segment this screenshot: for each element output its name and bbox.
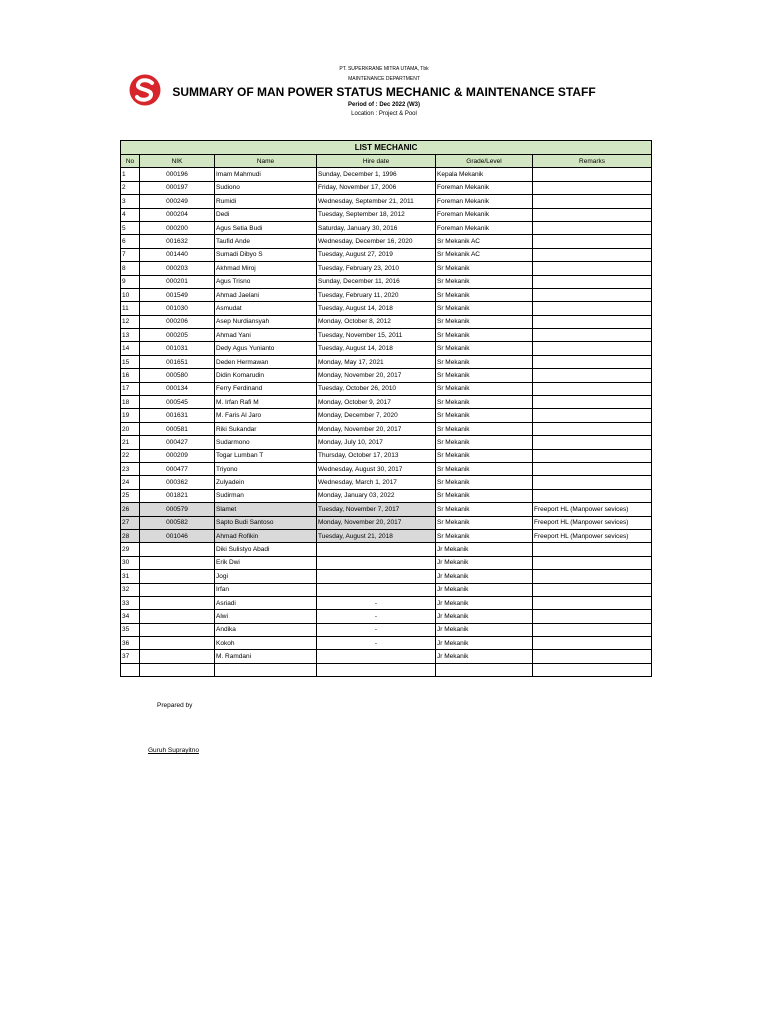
cell-hire-date: Tuesday, February 23, 2010 <box>317 262 436 275</box>
cell-name: M. Faris Al Jaro <box>215 409 317 422</box>
cell-remarks <box>533 382 652 395</box>
cell-grade: Jr Mekanik <box>436 543 533 556</box>
location-label: Location : Project & Pool <box>351 111 417 117</box>
cell-hire-date: Wednesday, December 16, 2020 <box>317 235 436 248</box>
cell-no: 22 <box>121 449 140 462</box>
cell-grade: Sr Mekanik <box>436 262 533 275</box>
cell-remarks <box>533 221 652 234</box>
table-row-empty <box>121 663 652 676</box>
cell-name: Andika <box>215 623 317 636</box>
cell-name: Ahmad Jaelani <box>215 288 317 301</box>
cell-grade: Sr Mekanik <box>436 449 533 462</box>
column-header-grade: Grade/Level <box>436 155 533 168</box>
cell-nik: 000206 <box>140 315 215 328</box>
cell-name: Akhmad Miroj <box>215 262 317 275</box>
table-row <box>121 543 652 556</box>
cell-hire-date: Tuesday, November 7, 2017 <box>317 503 436 516</box>
table-row <box>121 570 652 583</box>
cell-remarks <box>533 543 652 556</box>
table-row <box>121 623 652 636</box>
cell-name: Imam Mahmudi <box>215 168 317 181</box>
cell-remarks <box>533 436 652 449</box>
cell-grade: Jr Mekanik <box>436 637 533 650</box>
table-title: LIST MECHANIC <box>121 141 652 155</box>
cell-remarks <box>533 489 652 502</box>
cell-name: Asriadi <box>215 596 317 609</box>
cell-grade: Sr Mekanik <box>436 369 533 382</box>
cell-grade: Foreman Mekanik <box>436 208 533 221</box>
cell-remarks <box>533 355 652 368</box>
table-row <box>121 462 652 475</box>
cell-nik <box>140 570 215 583</box>
table-row <box>121 329 652 342</box>
cell-no: 36 <box>121 637 140 650</box>
cell-hire-date: Sunday, December 1, 1996 <box>317 168 436 181</box>
cell-no: 9 <box>121 275 140 288</box>
cell-name: Irfan <box>215 583 317 596</box>
cell-grade: Foreman Mekanik <box>436 195 533 208</box>
cell-nik: 001632 <box>140 235 215 248</box>
cell-grade: Jr Mekanik <box>436 623 533 636</box>
cell-nik: 001549 <box>140 288 215 301</box>
cell-remarks: Freeport HL (Manpower sevices) <box>533 529 652 542</box>
cell-name: Dedi <box>215 208 317 221</box>
table-row <box>121 422 652 435</box>
cell-nik: 001821 <box>140 489 215 502</box>
cell-grade: Jr Mekanik <box>436 570 533 583</box>
cell-hire-date: - <box>317 623 436 636</box>
cell-no: 8 <box>121 262 140 275</box>
cell-name: Sudarmono <box>215 436 317 449</box>
cell-hire-date: Saturday, January 30, 2016 <box>317 221 436 234</box>
table-row <box>121 315 652 328</box>
cell-no: 35 <box>121 623 140 636</box>
cell-name: Alwi <box>215 610 317 623</box>
cell-nik: 000209 <box>140 449 215 462</box>
cell-nik: 001440 <box>140 248 215 261</box>
table-row <box>121 583 652 596</box>
cell-grade: Sr Mekanik AC <box>436 235 533 248</box>
cell-nik: 000205 <box>140 329 215 342</box>
table-row <box>121 449 652 462</box>
table-row <box>121 355 652 368</box>
cell-nik: 000201 <box>140 275 215 288</box>
cell-grade: Sr Mekanik <box>436 355 533 368</box>
cell-grade: Sr Mekanik <box>436 462 533 475</box>
cell-empty <box>215 663 317 676</box>
cell-hire-date: Tuesday, February 11, 2020 <box>317 288 436 301</box>
cell-name: Riki Sukandar <box>215 422 317 435</box>
cell-name: Sudiono <box>215 181 317 194</box>
table-row <box>121 342 652 355</box>
cell-remarks <box>533 650 652 663</box>
cell-grade: Kepala Mekanik <box>436 168 533 181</box>
signer-name: Guruh Suprayitno <box>148 747 199 754</box>
cell-hire-date: Monday, October 8, 2012 <box>317 315 436 328</box>
cell-name: Erik Dwi <box>215 556 317 569</box>
cell-no: 11 <box>121 302 140 315</box>
table-row <box>121 208 652 221</box>
cell-grade: Sr Mekanik <box>436 302 533 315</box>
cell-remarks: Freeport HL (Manpower sevices) <box>533 503 652 516</box>
cell-remarks <box>533 637 652 650</box>
table-row <box>121 396 652 409</box>
cell-remarks <box>533 288 652 301</box>
cell-nik: 000197 <box>140 181 215 194</box>
company-name: PT. SUPERKRANE MITRA UTAMA, Tbk <box>339 66 429 72</box>
cell-hire-date: Tuesday, August 27, 2019 <box>317 248 436 261</box>
page-title: SUMMARY OF MAN POWER STATUS MECHANIC & MAINTENANCE STAFF <box>172 85 596 99</box>
cell-no: 14 <box>121 342 140 355</box>
cell-remarks <box>533 409 652 422</box>
cell-name: Ferry Ferdinand <box>215 382 317 395</box>
cell-empty <box>533 663 652 676</box>
cell-nik <box>140 556 215 569</box>
column-header-hire-date: Hire date <box>317 155 436 168</box>
cell-grade: Sr Mekanik <box>436 315 533 328</box>
cell-remarks <box>533 208 652 221</box>
cell-grade: Sr Mekanik <box>436 436 533 449</box>
cell-hire-date: Monday, November 20, 2017 <box>317 516 436 529</box>
cell-empty <box>140 663 215 676</box>
table-row <box>121 556 652 569</box>
cell-remarks <box>533 181 652 194</box>
cell-nik <box>140 543 215 556</box>
table-row <box>121 369 652 382</box>
cell-hire-date: Tuesday, October 26, 2010 <box>317 382 436 395</box>
cell-no: 21 <box>121 436 140 449</box>
cell-hire-date <box>317 543 436 556</box>
cell-name: Jogi <box>215 570 317 583</box>
cell-no: 33 <box>121 596 140 609</box>
cell-name: Ahmad Rofikin <box>215 529 317 542</box>
cell-grade: Sr Mekanik <box>436 489 533 502</box>
cell-no: 5 <box>121 221 140 234</box>
table-row <box>121 436 652 449</box>
cell-nik: 000545 <box>140 396 215 409</box>
cell-hire-date: Monday, November 20, 2017 <box>317 422 436 435</box>
cell-no: 30 <box>121 556 140 569</box>
cell-hire-date <box>317 583 436 596</box>
cell-nik: 001031 <box>140 342 215 355</box>
cell-nik: 001030 <box>140 302 215 315</box>
cell-no: 3 <box>121 195 140 208</box>
cell-hire-date: - <box>317 596 436 609</box>
cell-remarks <box>533 275 652 288</box>
cell-grade: Foreman Mekanik <box>436 221 533 234</box>
table-row <box>121 596 652 609</box>
cell-hire-date: Sunday, December 11, 2016 <box>317 275 436 288</box>
cell-empty <box>121 663 140 676</box>
cell-nik: 001046 <box>140 529 215 542</box>
cell-no: 13 <box>121 329 140 342</box>
cell-remarks <box>533 235 652 248</box>
table-row <box>121 181 652 194</box>
cell-no: 28 <box>121 529 140 542</box>
cell-grade: Sr Mekanik <box>436 382 533 395</box>
table-row <box>121 382 652 395</box>
cell-grade: Sr Mekanik <box>436 476 533 489</box>
cell-nik <box>140 623 215 636</box>
cell-name: M. Irfan Rafi M <box>215 396 317 409</box>
cell-name: Agus Trisno <box>215 275 317 288</box>
cell-no: 37 <box>121 650 140 663</box>
table-row <box>121 288 652 301</box>
cell-nik <box>140 583 215 596</box>
cell-nik: 000204 <box>140 208 215 221</box>
cell-remarks <box>533 476 652 489</box>
table-row <box>121 489 652 502</box>
prepared-by-label: Prepared by <box>157 702 193 709</box>
cell-nik <box>140 637 215 650</box>
cell-grade: Sr Mekanik <box>436 396 533 409</box>
column-header-name: Name <box>215 155 317 168</box>
document-header <box>0 66 768 118</box>
cell-grade: Foreman Mekanik <box>436 181 533 194</box>
cell-name: Ahmad Yani <box>215 329 317 342</box>
cell-no: 24 <box>121 476 140 489</box>
cell-remarks <box>533 623 652 636</box>
cell-remarks <box>533 583 652 596</box>
cell-nik: 000249 <box>140 195 215 208</box>
cell-hire-date: Wednesday, August 30, 2017 <box>317 462 436 475</box>
column-header-no: No <box>121 155 140 168</box>
cell-remarks <box>533 248 652 261</box>
cell-grade: Sr Mekanik <box>436 409 533 422</box>
cell-name: Rumidi <box>215 195 317 208</box>
cell-nik <box>140 610 215 623</box>
cell-no: 12 <box>121 315 140 328</box>
cell-no: 20 <box>121 422 140 435</box>
cell-remarks <box>533 449 652 462</box>
table-row <box>121 262 652 275</box>
table-body <box>121 168 652 677</box>
cell-nik: 000134 <box>140 382 215 395</box>
cell-no: 32 <box>121 583 140 596</box>
cell-nik: 000196 <box>140 168 215 181</box>
cell-hire-date <box>317 556 436 569</box>
cell-name: Dedy Agus Yunianto <box>215 342 317 355</box>
cell-nik: 000427 <box>140 436 215 449</box>
cell-no: 7 <box>121 248 140 261</box>
table-row <box>121 610 652 623</box>
cell-name: Asep Nurdiansyah <box>215 315 317 328</box>
cell-grade: Jr Mekanik <box>436 583 533 596</box>
cell-hire-date: Friday, November 17, 2006 <box>317 181 436 194</box>
cell-name: Triyono <box>215 462 317 475</box>
cell-remarks <box>533 462 652 475</box>
cell-remarks <box>533 342 652 355</box>
table-row <box>121 248 652 261</box>
cell-name: Sudirman <box>215 489 317 502</box>
cell-nik: 000582 <box>140 516 215 529</box>
cell-remarks <box>533 315 652 328</box>
cell-no: 26 <box>121 503 140 516</box>
cell-hire-date: Thursday, October 17, 2013 <box>317 449 436 462</box>
cell-nik: 001651 <box>140 355 215 368</box>
department-name: MAINTENANCE DEPARTMENT <box>348 76 420 82</box>
cell-grade: Jr Mekanik <box>436 610 533 623</box>
cell-nik: 000581 <box>140 422 215 435</box>
table-row <box>121 503 652 516</box>
table-row <box>121 221 652 234</box>
cell-grade: Sr Mekanik <box>436 329 533 342</box>
cell-no: 1 <box>121 168 140 181</box>
cell-remarks <box>533 168 652 181</box>
cell-name: Didin Komarudin <box>215 369 317 382</box>
table-row <box>121 516 652 529</box>
cell-hire-date: Tuesday, August 21, 2018 <box>317 529 436 542</box>
cell-no: 10 <box>121 288 140 301</box>
table-row <box>121 195 652 208</box>
cell-hire-date: Monday, January 03, 2022 <box>317 489 436 502</box>
cell-hire-date: Monday, December 7, 2020 <box>317 409 436 422</box>
cell-name: Deden Hermawan <box>215 355 317 368</box>
cell-hire-date <box>317 650 436 663</box>
cell-name: Slamet <box>215 503 317 516</box>
mechanic-table <box>120 140 652 677</box>
table-row <box>121 168 652 181</box>
cell-name: Taufid Ande <box>215 235 317 248</box>
cell-hire-date: Tuesday, August 14, 2018 <box>317 342 436 355</box>
cell-name: Agus Setia Budi <box>215 221 317 234</box>
cell-remarks <box>533 329 652 342</box>
cell-hire-date: Tuesday, September 18, 2012 <box>317 208 436 221</box>
cell-grade: Sr Mekanik <box>436 342 533 355</box>
cell-hire-date: Monday, October 9, 2017 <box>317 396 436 409</box>
cell-remarks <box>533 610 652 623</box>
cell-hire-date <box>317 570 436 583</box>
cell-no: 23 <box>121 462 140 475</box>
cell-grade: Sr Mekanik <box>436 529 533 542</box>
cell-name: M. Ramdani <box>215 650 317 663</box>
cell-nik: 000203 <box>140 262 215 275</box>
period-label: Period of : Dec 2022 (W3) <box>347 102 421 108</box>
cell-nik: 000477 <box>140 462 215 475</box>
cell-no: 6 <box>121 235 140 248</box>
cell-no: 18 <box>121 396 140 409</box>
cell-name: Kokoh <box>215 637 317 650</box>
cell-hire-date: - <box>317 610 436 623</box>
cell-hire-date: Monday, November 20, 2017 <box>317 369 436 382</box>
table-row <box>121 637 652 650</box>
cell-grade: Sr Mekanik <box>436 275 533 288</box>
cell-remarks <box>533 596 652 609</box>
cell-remarks <box>533 396 652 409</box>
cell-remarks <box>533 262 652 275</box>
cell-grade: Sr Mekanik <box>436 288 533 301</box>
cell-no: 29 <box>121 543 140 556</box>
cell-remarks: Freeport HL (Manpower sevices) <box>533 516 652 529</box>
cell-remarks <box>533 422 652 435</box>
cell-hire-date: Wednesday, September 21, 2011 <box>317 195 436 208</box>
cell-remarks <box>533 302 652 315</box>
cell-no: 4 <box>121 208 140 221</box>
cell-grade: Sr Mekanik AC <box>436 248 533 261</box>
cell-grade: Jr Mekanik <box>436 650 533 663</box>
cell-empty <box>317 663 436 676</box>
cell-hire-date: - <box>317 637 436 650</box>
cell-nik: 000579 <box>140 503 215 516</box>
cell-no: 34 <box>121 610 140 623</box>
cell-remarks <box>533 195 652 208</box>
cell-nik: 001631 <box>140 409 215 422</box>
cell-name: Sapto Budi Santoso <box>215 516 317 529</box>
cell-name: Zulyadein <box>215 476 317 489</box>
cell-no: 19 <box>121 409 140 422</box>
cell-no: 27 <box>121 516 140 529</box>
cell-hire-date: Monday, May 17, 2021 <box>317 355 436 368</box>
cell-remarks <box>533 570 652 583</box>
cell-no: 31 <box>121 570 140 583</box>
table-header-row <box>121 155 652 168</box>
cell-name: Togar Lumban T <box>215 449 317 462</box>
cell-name: Diki Sulistyo Abadi <box>215 543 317 556</box>
cell-grade: Jr Mekanik <box>436 596 533 609</box>
cell-hire-date: Monday, July 10, 2017 <box>317 436 436 449</box>
cell-no: 17 <box>121 382 140 395</box>
cell-grade: Jr Mekanik <box>436 556 533 569</box>
cell-nik <box>140 596 215 609</box>
cell-hire-date: Wednesday, March 1, 2017 <box>317 476 436 489</box>
table-row <box>121 409 652 422</box>
table-row <box>121 529 652 542</box>
cell-remarks <box>533 369 652 382</box>
cell-name: Sumadi Dibyo S <box>215 248 317 261</box>
cell-no: 2 <box>121 181 140 194</box>
cell-grade: Sr Mekanik <box>436 422 533 435</box>
cell-no: 25 <box>121 489 140 502</box>
cell-name: Asmudat <box>215 302 317 315</box>
cell-grade: Sr Mekanik <box>436 516 533 529</box>
cell-nik: 000580 <box>140 369 215 382</box>
table-row <box>121 235 652 248</box>
cell-no: 16 <box>121 369 140 382</box>
cell-remarks <box>533 556 652 569</box>
table-row <box>121 650 652 663</box>
cell-grade: Sr Mekanik <box>436 503 533 516</box>
cell-no: 15 <box>121 355 140 368</box>
table-row <box>121 302 652 315</box>
cell-hire-date: Tuesday, August 14, 2018 <box>317 302 436 315</box>
column-header-remarks: Remarks <box>533 155 652 168</box>
cell-hire-date: Tuesday, November 15, 2011 <box>317 329 436 342</box>
column-header-nik: NIK <box>140 155 215 168</box>
cell-nik: 000200 <box>140 221 215 234</box>
table-row <box>121 476 652 489</box>
table-row <box>121 275 652 288</box>
cell-nik <box>140 650 215 663</box>
cell-nik: 000362 <box>140 476 215 489</box>
cell-empty <box>436 663 533 676</box>
